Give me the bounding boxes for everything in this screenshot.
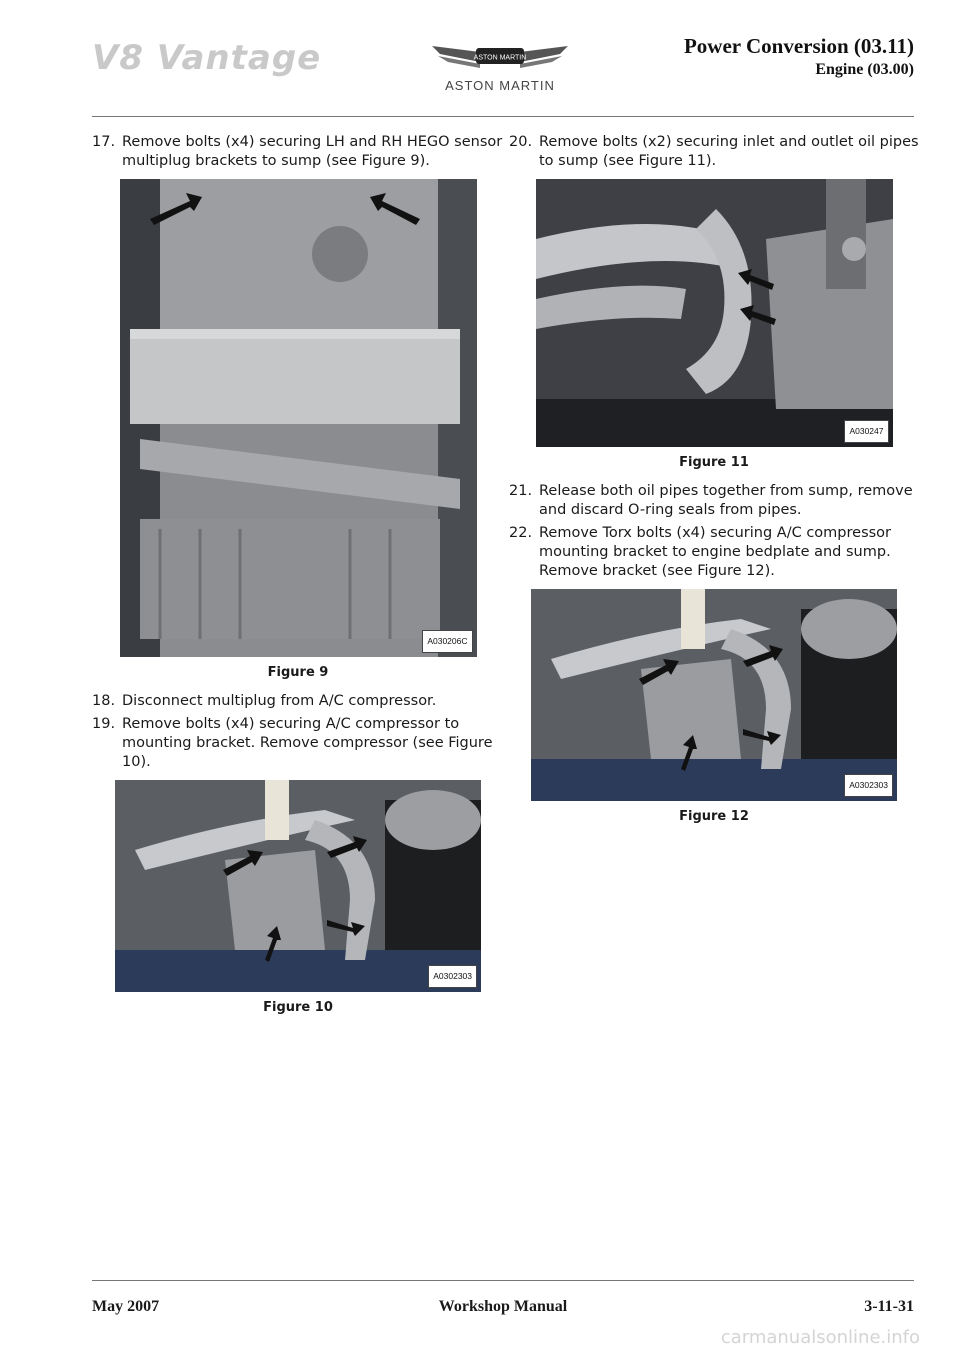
watermark: carmanualsonline.info <box>720 1327 920 1348</box>
header-rule <box>92 116 914 117</box>
figure-9-photo <box>120 179 477 657</box>
step-text: Remove Torx bolts (x4) securing A/C compressor mounting bracket to engine bedplate and sump. Remove bracket (see Figure 12). <box>539 525 892 579</box>
step-number: 19. <box>92 716 116 732</box>
figure-id-label: A030247 <box>844 420 888 443</box>
logo-badge-text: ASTON MARTIN <box>473 54 527 62</box>
figure-10-photo <box>115 780 481 992</box>
step-text: Remove bolts (x4) securing LH and RH HEGO sensor multiplug brackets to sump (see Figure 9). <box>122 134 503 169</box>
step-20 <box>509 133 919 171</box>
right-column <box>509 133 919 836</box>
footer-manual-title: Workshop Manual <box>438 1298 568 1315</box>
section-title: Power Conversion (03.11) <box>683 34 914 58</box>
step-number: 17. <box>92 134 116 150</box>
figure-id-label: A0302303 <box>844 774 893 797</box>
step-text: Release both oil pipes together from sump, remove and discard O-ring seals from pipes. <box>539 483 913 518</box>
left-column <box>92 133 504 1027</box>
step-number: 22. <box>509 525 533 541</box>
step-number: 21. <box>509 483 533 499</box>
figure-id-label: A030206C <box>422 630 472 653</box>
step-17 <box>92 133 504 171</box>
page-header <box>0 0 960 118</box>
footer-rule <box>92 1280 914 1281</box>
figure-12-caption: Figure 12 <box>679 809 749 824</box>
footer-page-number: 3-11-31 <box>864 1298 914 1315</box>
section-heading <box>684 34 914 79</box>
step-text: Remove bolts (x2) securing inlet and outlet oil pipes to sump (see Figure 11). <box>539 134 919 169</box>
step-text: Remove bolts (x4) securing A/C compressor to mounting bracket. Remove compressor (see Figure 10). <box>122 716 493 770</box>
step-18 <box>92 692 504 711</box>
step-number: 18. <box>92 693 116 709</box>
figure-12-photo <box>531 589 897 801</box>
figure-9-caption: Figure 9 <box>267 665 329 680</box>
brand-script-logo: V8 Vantage <box>92 38 322 78</box>
wings-icon <box>430 40 570 74</box>
figure-10-caption: Figure 10 <box>263 1000 333 1015</box>
step-21 <box>509 482 919 520</box>
step-text: Disconnect multiplug from A/C compressor. <box>122 693 437 709</box>
section-subtitle: Engine (03.00) <box>815 61 914 78</box>
figure-id-label: A0302303 <box>428 965 477 988</box>
footer-date: May 2007 <box>92 1298 160 1315</box>
step-number: 20. <box>509 134 533 150</box>
figure-11-photo <box>536 179 893 447</box>
step-22 <box>509 524 919 581</box>
step-19 <box>92 715 504 772</box>
figure-11-caption: Figure 11 <box>679 455 749 470</box>
page-footer <box>92 1298 914 1328</box>
aston-martin-logo <box>430 40 570 110</box>
logo-wordmark: ASTON MARTIN <box>445 78 555 93</box>
